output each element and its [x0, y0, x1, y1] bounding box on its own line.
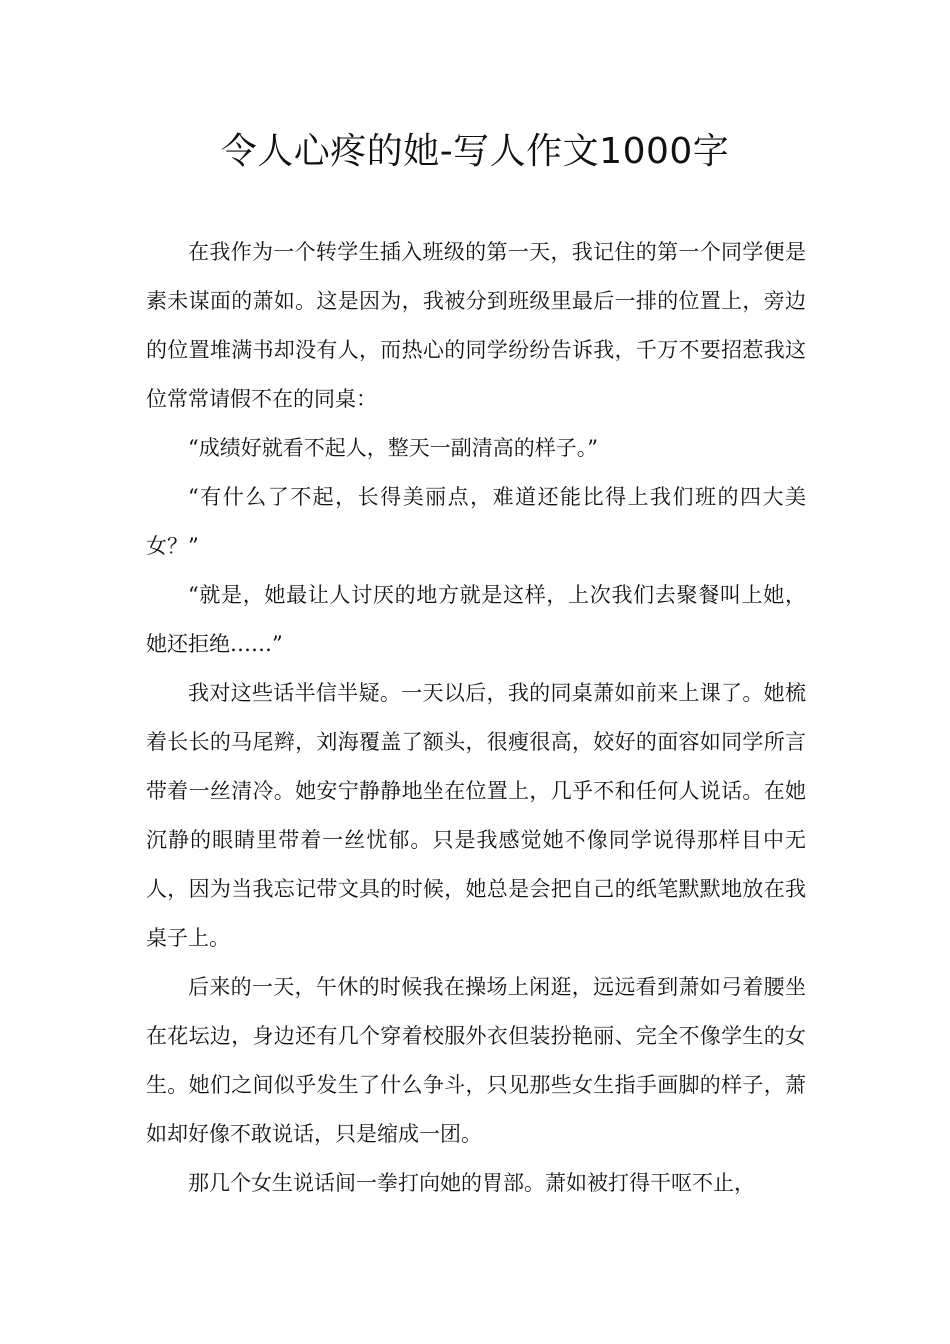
paragraph-7: 那几个女生说话间一拳打向她的胃部。萧如被打得干呕不止， — [188, 1171, 755, 1195]
paragraph-2: “成绩好就看不起人，整天一副清高的样子。” — [188, 436, 598, 460]
document-title: 令人心疼的她-写人作文1000字 — [220, 131, 730, 172]
paragraph-4: “就是，她最让人讨厌的地方就是这样，上次我们去聚餐叫上她，她还拒绝……” — [146, 583, 806, 656]
document-body — [146, 228, 806, 1208]
paragraph-6: 后来的一天，午休的时候我在操场上闲逛，远远看到萧如弓着腰坐在花坛边，身边还有几个穿着校服外衣但装扮艳丽、完全不像学生的女生。她们之间似乎发生了什么争斗，只见那些女生指手画脚的样子，萧如却好像不敢说话，只是缩成一团。 — [146, 975, 806, 1146]
paragraph-1: 在我作为一个转学生插入班级的第一天，我记住的第一个同学便是素未谋面的萧如。这是因为，我被分到班级里最后一排的位置上，旁边的位置堆满书却没有人，而热心的同学纷纷告诉我，千万不要招惹我这位常常请假不在的同桌： — [146, 240, 806, 411]
paragraph-3: “有什么了不起，长得美丽点，难道还能比得上我们班的四大美女？” — [146, 485, 806, 558]
paragraph-5: 我对这些话半信半疑。一天以后，我的同桌萧如前来上课了。她梳着长长的马尾辫，刘海覆盖了额头，很瘦很高，姣好的面容如同学所言带着一丝清冷。她安宁静静地坐在位置上，几乎不和任何人说话。在她沉静的眼睛里带着一丝忧郁。只是我感觉她不像同学说得那样目中无人，因为当我忘记带文具的时候，她总是会把自己的纸笔默默地放在我桌子上。 — [146, 681, 806, 950]
